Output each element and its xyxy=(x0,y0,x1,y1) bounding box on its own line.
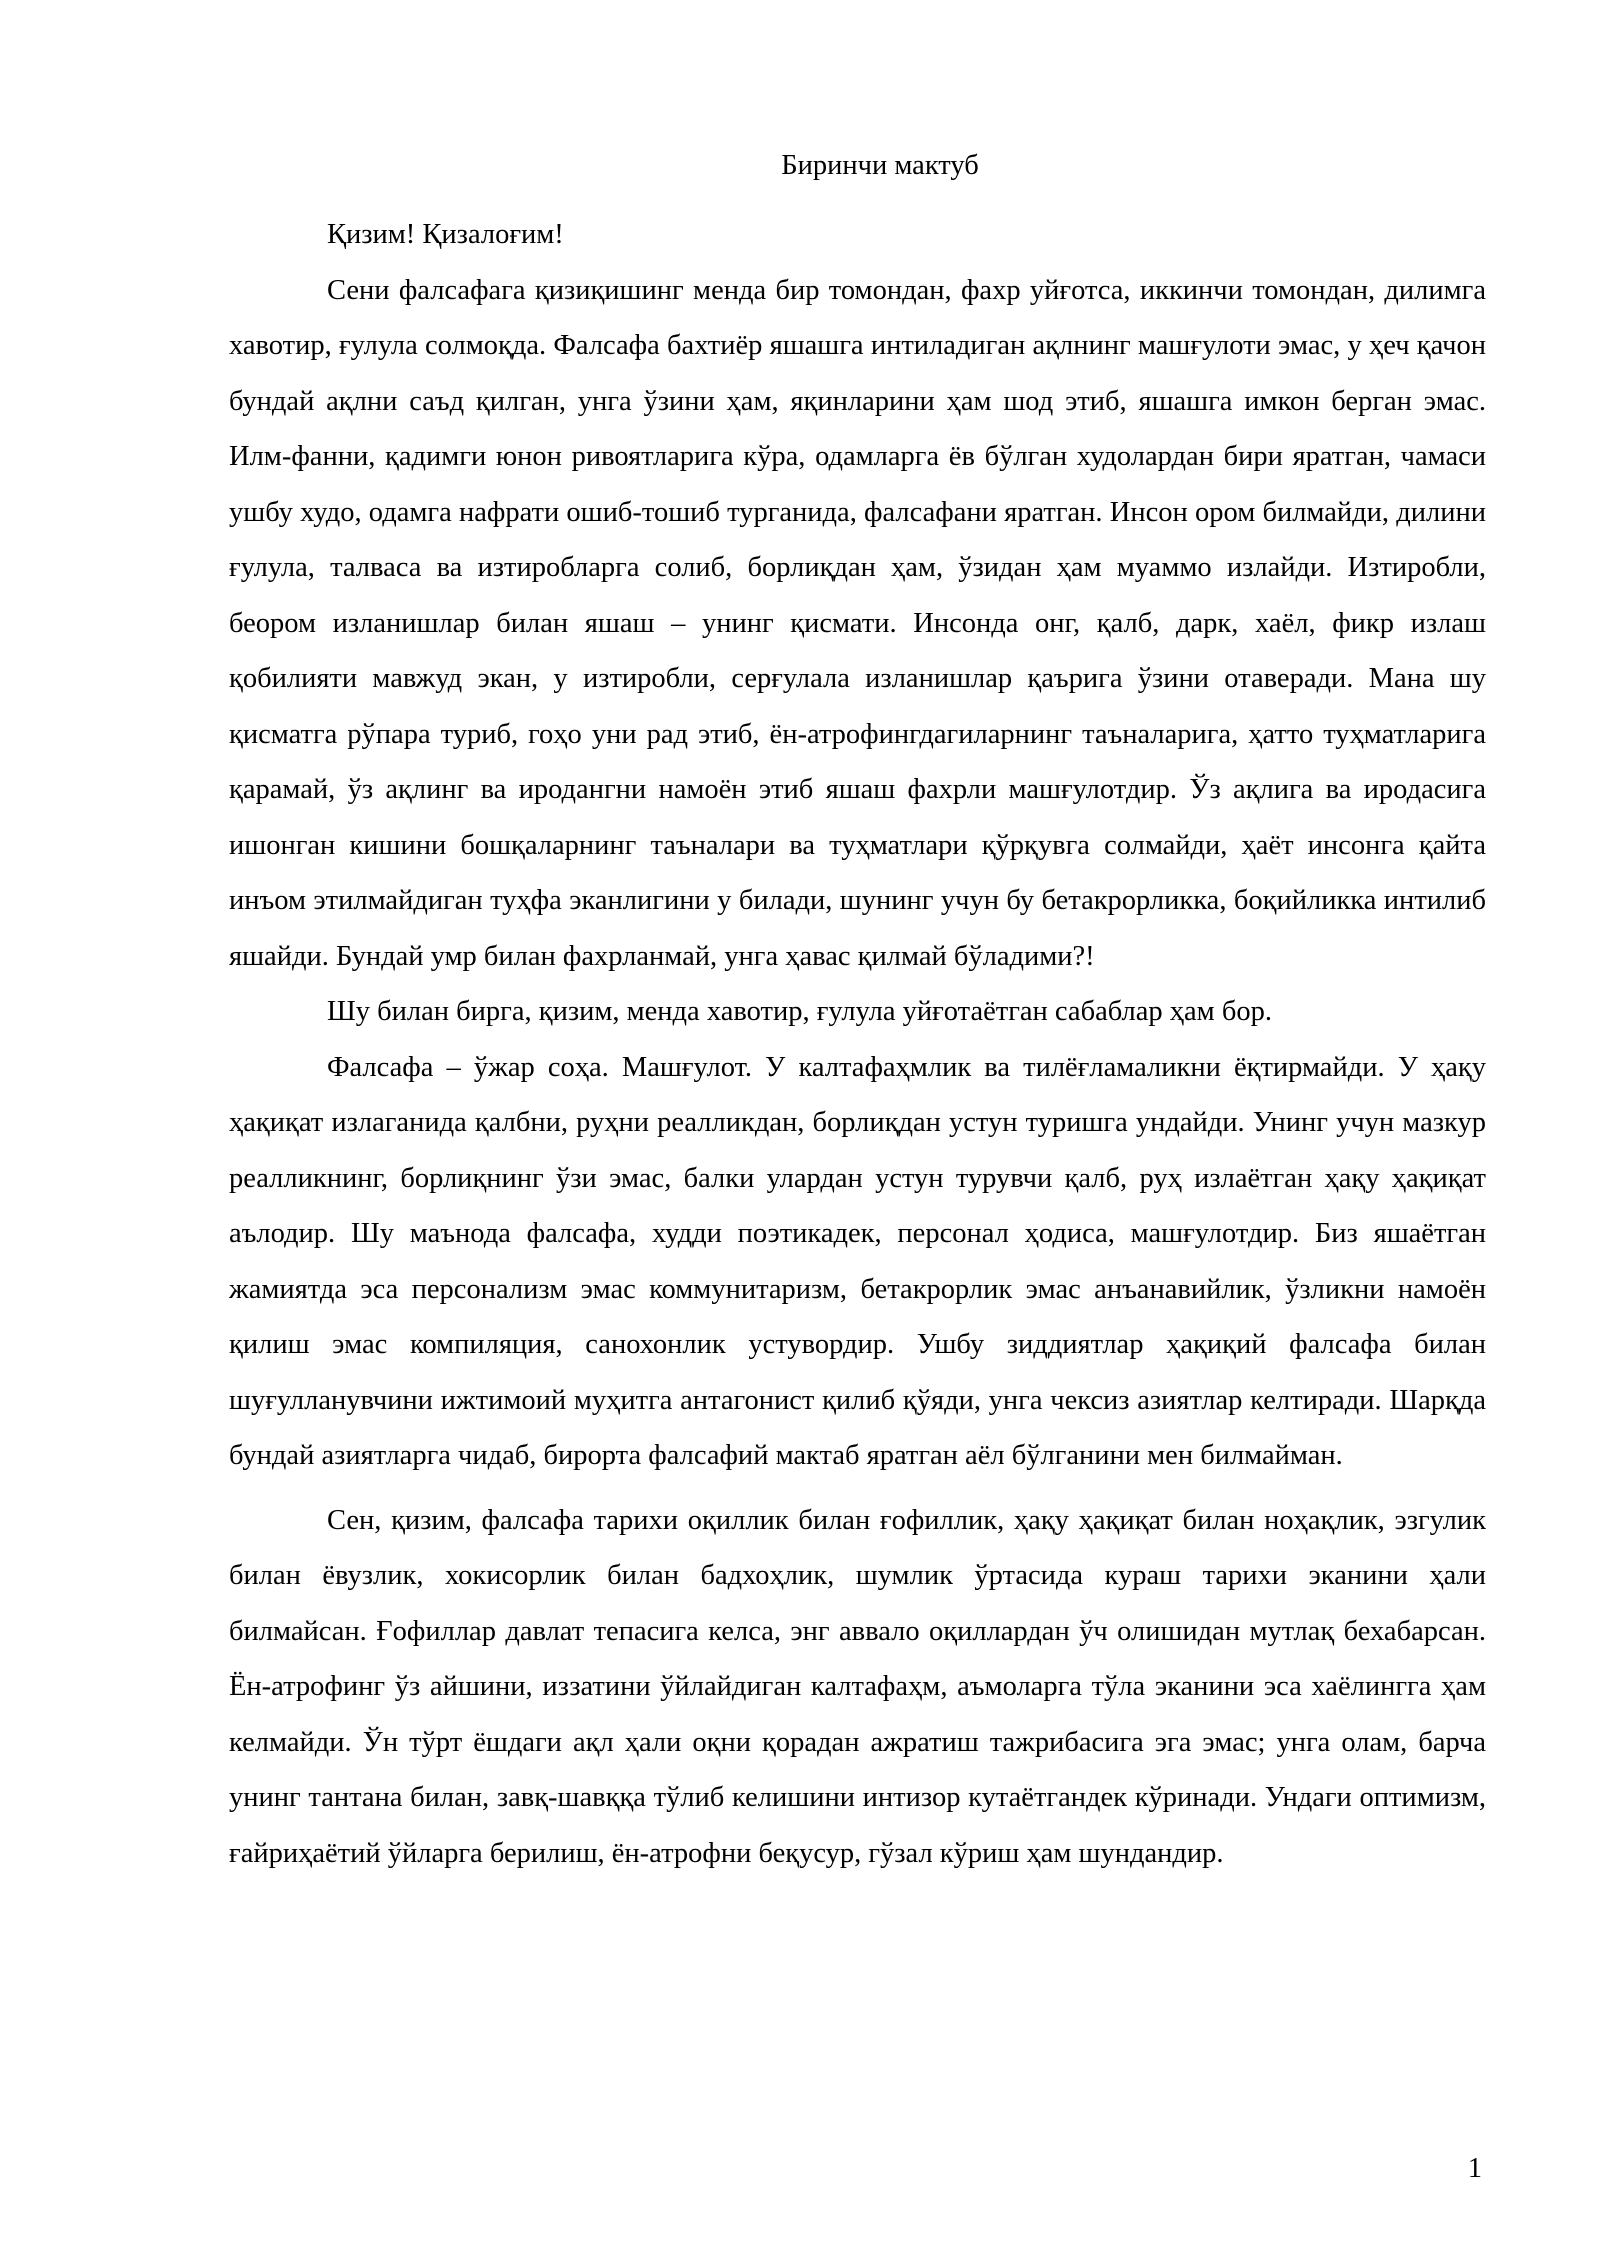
document-title: Биринчи мактуб xyxy=(781,150,979,181)
paragraph: Сен, қизим, фалсафа тарихи оқиллик билан ғофиллик, ҳақу ҳақиқат билан ноҳақлик, эзгулик билан ёвузлик, хокисорлик билан бадхоҳлик, шумлик ўртасида кураш тарихи эканини ҳали билмайсан. Ғофиллар давлат тепасига келса, энг аввало оқиллардан ўч олишидан мутлақ бехабарсан. Ён-атрофинг ўз айшини, иззатини ўйлайдиган калтафаҳм, аъмоларга тўла эканини эса хаёлингга ҳам келмайди. Ўн тўрт ёшдаги ақл ҳали оқни қорадан ажратиш тажрибасига эга эмас; унга олам, барча унинг тантана билан, завқ-шавққа тўлиб келишини интизор кутаётгандек кўринади. Ундаги оптимизм, ғайриҳаётий ўйларга берилиш, ён-атрофни беқусур, гўзал кўриш ҳам шундандир. xyxy=(229,1504,1486,1869)
document-body xyxy=(229,207,1486,1881)
paragraph: Сени фалсафага қизиқишинг менда бир томондан, фахр уйғотса, иккинчи томондан, дилимга хавотир, ғулула солмоқда. Фалсафа бахтиёр яшашга интиладиган ақлнинг машғулоти эмас, у ҳеч қачон бундай ақлни саъд қилган, унга ўзини ҳам, яқинларини ҳам шод этиб, яшашга имкон берган эмас. Илм-фанни, қадимги юнон ривоятларига кўра, одамларга ёв бўлган худолардан бири яратган, чамаси ушбу худо, одамга нафрати ошиб-тошиб турганида, фалсафани яратган. Инсон ором билмайди, дилини ғулула, талваса ва изтиробларга солиб, борлиқдан ҳам, ўзидан ҳам муаммо излайди. Изтиробли, беором изланишлар билан яшаш – унинг қисмати. Инсонда онг, қалб, дарк, хаёл, фикр излаш қобилияти мавжуд экан, у изтиробли, серғулала изланишлар қаърига ўзини отаверади. Мана шу қисматга рўпара туриб, гоҳо уни рад этиб, ён-атрофингдагиларнинг таъналарига, ҳатто туҳматларига қарамай, ўз ақлинг ва иродангни намоён этиб яшаш фахрли машғулотдир. Ўз ақлига ва иродасига ишонган кишини бошқаларнинг таъналари ва туҳматлари қўрқувга солмайди, ҳаёт инсонга қайта инъом этилмайдиган туҳфа эканлигини у билади, шунинг учун бу бетакрорликка, боқийликка интилиб яшайди. Бундай умр билан фахрланмай, унга ҳавас қилмай бўладими?! xyxy=(229,274,1486,972)
paragraph-greeting: Қизим! Қизалоғим! xyxy=(327,219,564,250)
paragraph: Фалсафа – ўжар соҳа. Машғулот. У калтафаҳмлик ва тилёғламаликни ёқтирмайди. У ҳақу ҳақиқат излаганида қалбни, руҳни реалликдан, борлиқдан устун туришга ундайди. Унинг учун мазкур реалликнинг, борлиқнинг ўзи эмас, балки улардан устун турувчи қалб, руҳ излаётган ҳақу ҳақиқат аълодир. Шу маънода фалсафа, худди поэтикадек, персонал ҳодиса, машғулотдир. Биз яшаётган жамиятда эса персонализм эмас коммунитаризм, бетакрорлик эмас анъанавийлик, ўзликни намоён қилиш эмас компиляция, санохонлик устувордир. Ушбу зиддиятлар ҳақиқий фалсафа билан шуғулланувчини ижтимоий муҳитга антагонист қилиб қўяди, унга чексиз азиятлар келтиради. Шарқда бундай азиятларга чидаб, бирорта фалсафий мактаб яратган аёл бўлганини мен билмайман. xyxy=(229,1051,1486,1471)
paragraph: Шу билан бирга, қизим, менда хавотир, ғулула уйғотаётган сабаблар ҳам бор. xyxy=(327,996,1272,1027)
page-number: 1 xyxy=(1467,2153,1482,2184)
